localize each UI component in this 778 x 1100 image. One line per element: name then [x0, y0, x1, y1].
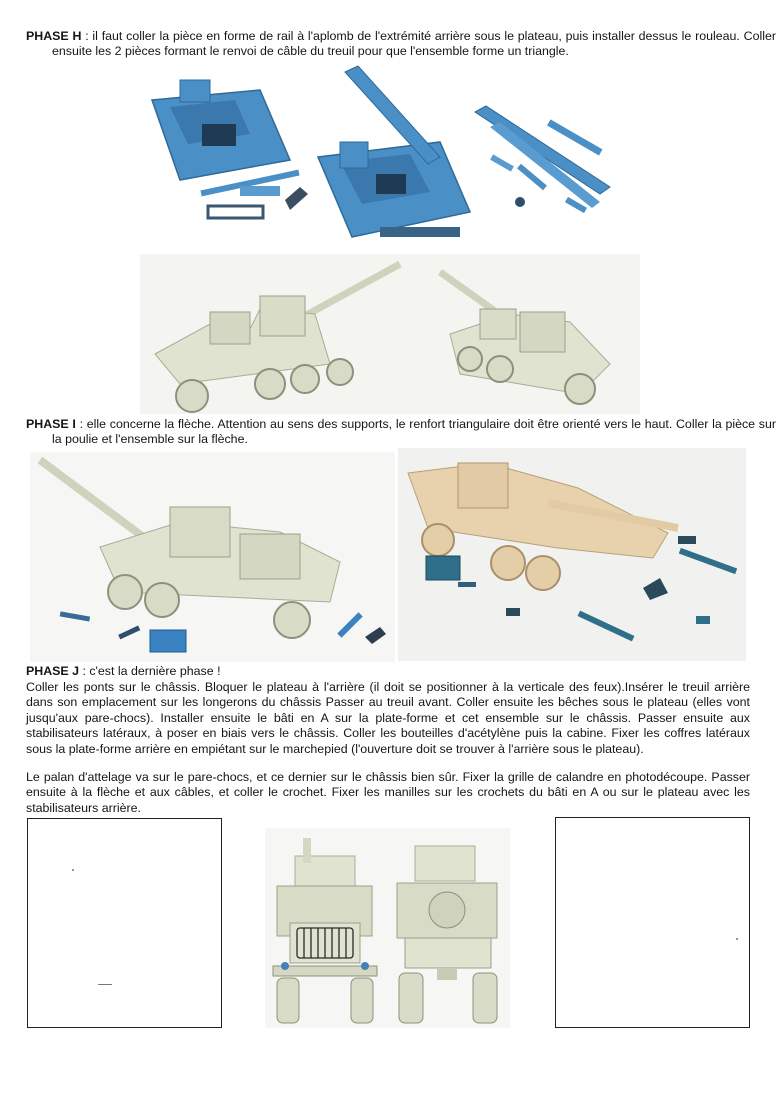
phase-j-label: PHASE J — [26, 664, 80, 678]
phase-j-intro-paragraph — [26, 664, 750, 679]
phase-h-text: : il faut coller la pièce en forme de rail à l'aplomb de l'extrémité arrière sous le plateau, puis installer dessus le rouleau. Coller ensuite les 2 pièces formant le renvoi de câble du treuil pour que l'ensemble forme un triangle. — [52, 29, 776, 59]
photo-blue-parts — [140, 62, 640, 252]
empty-frame-right — [555, 817, 750, 1028]
phase-i-label: PHASE I — [26, 417, 76, 431]
phase-j-paragraph-2: Le palan d'attelage va sur le pare-chocs, et ce dernier sur le châssis bien sûr. Fixer la grille de calandre en photodécoupe. Passer ensuite à la flèche et aux câbles, et coller le crochet. Fixer les manilles sur les crochets du bâti en A ou sur le plateau avec les stabilisateurs arrière. — [26, 770, 750, 815]
empty-frame-left — [27, 818, 222, 1028]
phase-j-paragraph-1: Coller les ponts sur le châssis. Bloquer le plateau à l'arrière (il doit se positionner à la verticale des feux).Insérer le treuil arrière dans son emplacement sur les longerons du châssis Passer au treuil avant. Coller ensuite les bêches sous le plateau (elles vont jusqu'aux pare-chocs). Installer ensuite le bâti en A sur la plate-forme et cet ensemble sur le châssis. Passer ensuite aux stabilisateurs latéraux, à poser en biais vers le châssis. Coller les bouteilles d'acétylène puis la cabine. Fixer les coffres latéraux sous la plate-forme arrière en empiétant sur le marchepied (l'ouverture doit se trouver à l'arrière sous le plateau). — [26, 680, 750, 756]
phase-h-paragraph — [26, 29, 776, 60]
phase-i-text: : elle concerne la flèche. Attention au sens des supports, le renfort triangulaire doit être orienté vers le haut. Coller la pièce sur la poulie et l'ensemble sur la flèche. — [52, 417, 777, 447]
phase-j-intro: : c'est la dernière phase ! — [79, 664, 221, 678]
photo-front-rear-views — [265, 828, 510, 1028]
photo-phase-i-left — [30, 452, 395, 662]
phase-h-label: PHASE H — [26, 29, 82, 43]
photo-phase-i-right — [398, 448, 746, 661]
photo-cream-trucks — [140, 254, 640, 414]
phase-i-paragraph — [26, 417, 776, 448]
